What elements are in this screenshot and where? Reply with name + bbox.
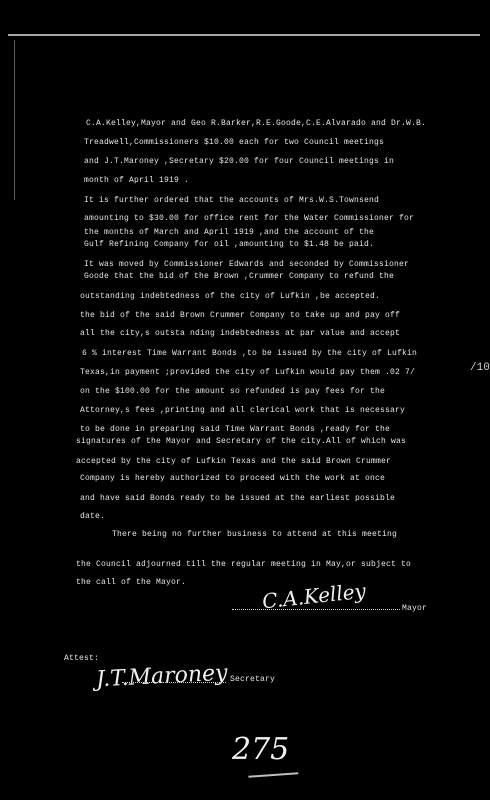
text-line: the months of March and April 1919 ,and the account of the — [84, 228, 375, 237]
text-line: Company is hereby authorized to proceed with the work at once — [80, 474, 386, 483]
text-line: the Council adjourned till the regular meeting in May,or subject to — [76, 560, 412, 569]
text-line: It was moved by Commissioner Edwards and seconded by Commissioner — [84, 260, 410, 269]
text-line: Gulf Refining Company for oil ,amounting to $1.48 be paid. — [84, 240, 375, 249]
stamp-scribble — [248, 762, 299, 777]
top-rule — [8, 34, 480, 36]
text-line: and J.T.Maroney ,Secretary $20.00 for four Council meetings in — [84, 157, 395, 166]
text-line: Treadwell,Commissioners $10.00 each for two Council meetings — [84, 138, 385, 147]
text-line: Attorney,s fees ,printing and all clerical work that is necessary — [80, 406, 406, 415]
text-line: all the city,s outsta nding indebtedness at par value and accept — [80, 329, 401, 338]
text-line: There being no further business to attend at this meeting — [112, 530, 398, 539]
attest-label: Attest: — [64, 654, 100, 663]
text-line: C.A.Kelley,Mayor and Geo R.Barker,R.E.Goode,C.E.Alvarado and Dr.W.B. — [86, 119, 427, 128]
secretary-signature-line — [122, 682, 226, 683]
text-line: Goode that the bid of the Brown ,Crummer Company to refund the — [84, 272, 395, 281]
mayor-label: Mayor — [402, 604, 428, 613]
mayor-signature-line — [232, 609, 400, 610]
text-line: to be done in preparing said Time Warrant Bonds ,ready for the — [80, 425, 391, 434]
text-line: the call of the Mayor. — [76, 578, 187, 587]
secretary-label: Secretary — [230, 675, 276, 684]
mayor-signature: C.A.Kelley — [261, 578, 367, 614]
margin-fraction: /10 — [470, 362, 490, 374]
text-line: month of April 1919 . — [84, 176, 190, 185]
left-margin-rule — [14, 40, 15, 200]
text-line: date. — [80, 512, 106, 521]
text-line: signatures of the Mayor and Secretary of the city.All of which was — [76, 437, 407, 446]
text-line: Texas,in payment ;provided the city of Lufkin would pay them .02 7/ — [80, 368, 416, 377]
text-line: It is further ordered that the accounts of Mrs.W.S.Townsend — [84, 196, 380, 205]
text-line: amounting to $30.00 for office rent for the Water Commissioner for — [84, 214, 415, 223]
text-line: on the $100.00 for the amount so refunded is pay fees for the — [80, 387, 386, 396]
text-line: outstanding indebtedness of the city of Lufkin ,be accepted. — [80, 292, 381, 301]
text-line: and have said Bonds ready to be issued at the earliest possible — [80, 494, 396, 503]
text-line: the bid of the said Brown Crummer Company to take up and pay off — [80, 311, 401, 320]
page-number-stamp: 275 — [232, 732, 290, 767]
text-line: accepted by the city of Lufkin Texas and the said Brown Crummer — [76, 457, 392, 466]
secretary-signature: J.T.Maroney — [95, 660, 229, 693]
text-line: 6 % interest Time Warrant Bonds ,to be issued by the city of Lufkin — [82, 349, 418, 358]
